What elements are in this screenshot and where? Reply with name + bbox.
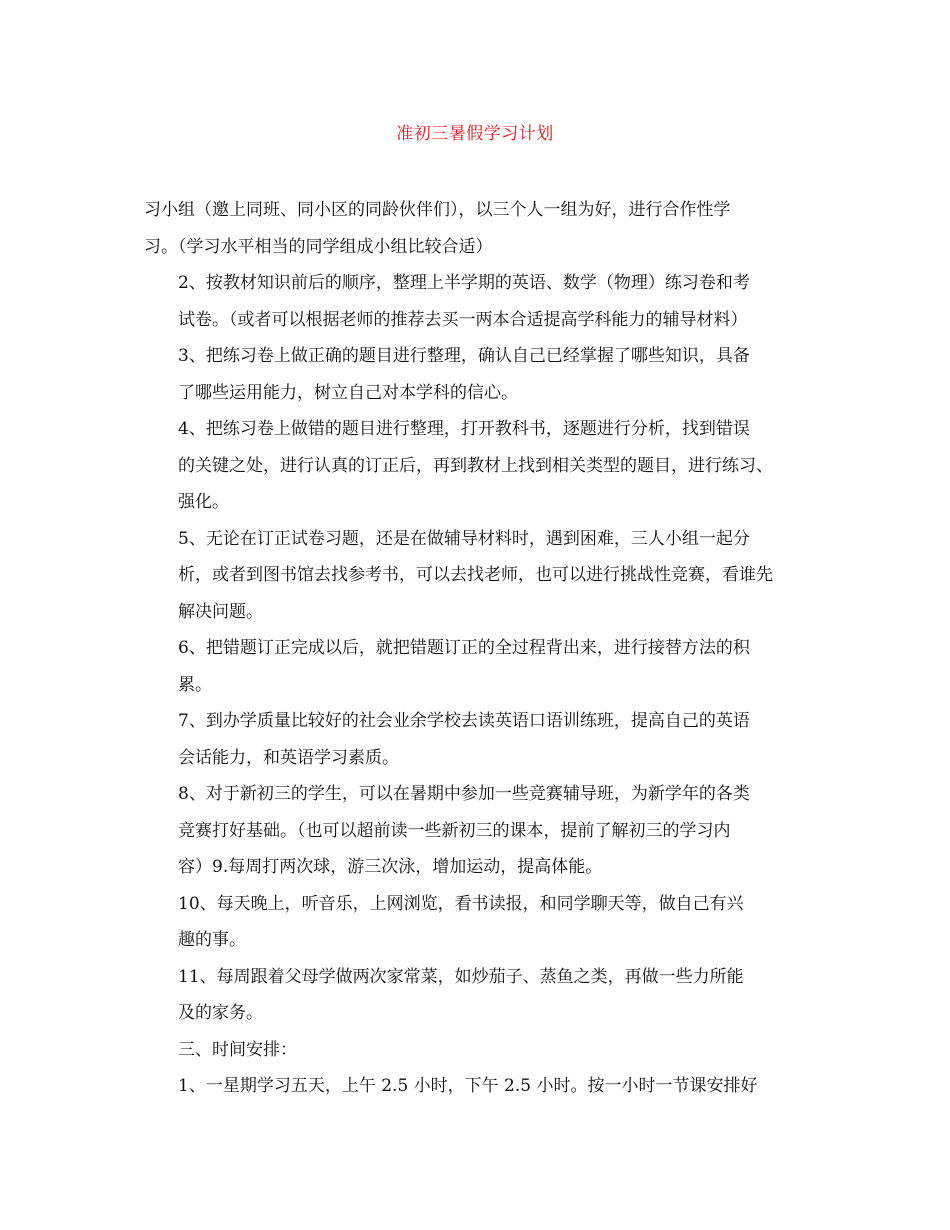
paragraph <box>144 192 812 265</box>
paragraph <box>144 630 812 703</box>
paragraph-line: 了哪些运用能力，树立自己对本学科的信心。 <box>178 382 518 403</box>
paragraph-line: 习。（学习水平相当的同学组成小组比较合适） <box>144 236 493 257</box>
document-body <box>144 192 812 1105</box>
paragraph <box>144 411 812 521</box>
paragraph-line: 及的家务。 <box>178 1003 263 1023</box>
paragraph-line: 10、每天晚上，听音乐，上网浏览，看书读报，和同学聊天等，做自己有兴 <box>178 893 744 914</box>
paragraph-line: 1、一星期学习五天，上午 2.5 小时，下午 2.5 小时。按一小时一节课安排好 <box>178 1076 758 1096</box>
paragraph-line: 三、时间安排： <box>178 1039 297 1060</box>
paragraph <box>144 959 812 1032</box>
paragraph-line: 析，或者到图书馆去找参考书，可以去找老师，也可以进行挑战性竞赛，看谁先 <box>178 565 773 585</box>
paragraph-line: 容）9.每周打两次球，游三次泳，增加运动，提高体能。 <box>178 857 603 877</box>
document-title: 准初三暑假学习计划 <box>396 124 554 144</box>
paragraph <box>144 1032 812 1069</box>
paragraph-line: 3、把练习卷上做正确的题目进行整理，确认自己已经掌握了哪些知识，具备 <box>178 346 750 366</box>
paragraph-line: 累。 <box>178 674 212 695</box>
paragraph-line: 强化。 <box>178 492 229 512</box>
paragraph <box>144 338 812 411</box>
paragraph-line: 会话能力，和英语学习素质。 <box>178 747 399 768</box>
paragraph <box>144 521 812 631</box>
paragraph-line: 习小组（邀上同班、同小区的同龄伙伴们），以三个人一组为好，进行合作性学 <box>144 200 731 220</box>
paragraph-line: 5、无论在订正试卷习题，还是在做辅导材料时，遇到困难，三人小组一起分 <box>178 528 750 549</box>
paragraph-line: 解决问题。 <box>178 601 263 622</box>
paragraph-line: 竞赛打好基础。（也可以超前读一些新初三的课本，提前了解初三的学习内 <box>178 820 731 841</box>
paragraph <box>144 776 812 886</box>
paragraph-line: 7、到办学质量比较好的社会业余学校去读英语口语训练班，提高自己的英语 <box>178 711 750 731</box>
paragraph-line: 4、把练习卷上做错的题目进行整理，打开教科书，逐题进行分析，找到错误 <box>178 419 750 439</box>
paragraph <box>144 265 812 338</box>
paragraph <box>144 1068 812 1105</box>
paragraph-line: 2、按教材知识前后的顺序，整理上半学期的英语、数学（物理）练习卷和考 <box>178 273 750 293</box>
paragraph <box>144 886 812 959</box>
paragraph-line: 趣的事。 <box>178 930 246 950</box>
paragraph-line: 8、对于新初三的学生，可以在暑期中参加一些竞赛辅导班，为新学年的各类 <box>178 784 750 804</box>
paragraph-line: 试卷。（或者可以根据老师的推荐去买一两本合适提高学科能力的辅导材料） <box>178 309 748 330</box>
paragraph-line: 6、把错题订正完成以后，就把错题订正的全过程背出来，进行接替方法的积 <box>178 638 750 658</box>
paragraph-line: 的关键之处，进行认真的订正后，再到教材上找到相关类型的题目，进行练习、 <box>178 455 773 476</box>
paragraph-line: 11、每周跟着父母学做两次家常菜，如炒茄子、蒸鱼之类，再做一些力所能 <box>178 966 744 987</box>
paragraph <box>144 703 812 776</box>
